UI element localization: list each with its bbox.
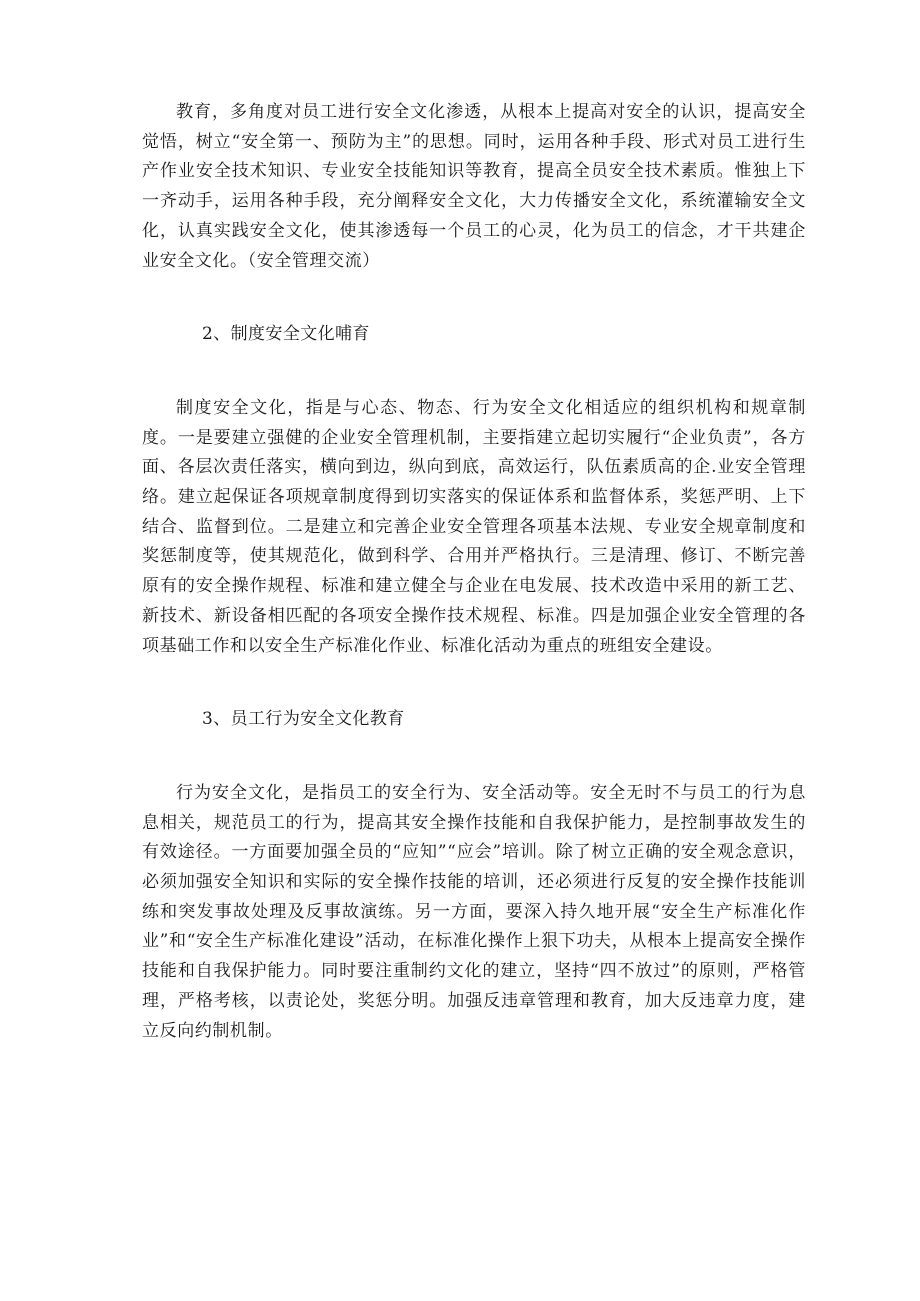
section-2-heading: 2、制度安全文化哺育 bbox=[202, 324, 370, 345]
section-3-heading: 3、员工行为安全文化教育 bbox=[202, 709, 405, 730]
spacer bbox=[142, 661, 806, 705]
document-page bbox=[142, 98, 806, 1046]
spacer bbox=[142, 276, 806, 320]
intro-paragraph: 教育，多角度对员工进行安全文化渗透，从根本上提高对安全的认识，提高安全觉悟，树立“安全第一、预防为主”的思想。同时，运用各种手段、形式对员工进行生产作业安全技术知识、专业安全技能知识等教育，提高全员安全技术素质。惟独上下一齐动手，运用各种手段，充分阐释安全文化，大力传播安全文化，系统灌输安全文化，认真实践安全文化，使其渗透每一个员工的心灵，化为员工的信念，才干共建企业安全文化。（安全管理交流） bbox=[142, 102, 806, 271]
section-2-paragraph: 制度安全文化，指是与心态、物态、行为安全文化相适应的组织机构和规章制度。一是要建立强健的企业安全管理机制，主要指建立起切实履行“企业负责”，各方面、各层次责任落实，横向到边，纵向到底，高效运行，队伍素质高的企.业安全管理络。建立起保证各项规章制度得到切实落实的保证体系和监督体系，奖惩严明、上下结合、监督到位。二是建立和完善企业安全管理各项基本法规、专业安全规章制度和奖惩制度等，使其规范化，做到科学、合用并严格执行。三是清理、修订、不断完善原有的安全操作规程、标准和建立健全与企业在电发展、技术改造中采用的新工艺、新技术、新设备相匹配的各项安全操作技术规程、标准。四是加强企业安全管理的各项基础工作和以安全生产标准化作业、标准化活动为重点的班组安全建设。 bbox=[142, 397, 806, 656]
spacer bbox=[142, 350, 806, 394]
section-3-paragraph: 行为安全文化，是指员工的安全行为、安全活动等。安全无时不与员工的行为息息相关，规范员工的行为，提高其安全操作技能和自我保护能力，是控制事故发生的有效途径。一方面要加强全员的“应知”“应会”培训。除了树立正确的安全观念意识，必须加强安全知识和实际的安全操作技能的培训，还必须进行反复的安全操作技能训练和突发事故处理及反事故演练。另一方面，要深入持久地开展“安全生产标准化作业”和“安全生产标准化建设”活动，在标准化操作上狠下功夫，从根本上提高安全操作技能和自我保护能力。同时要注重制约文化的建立，坚持“四不放过”的原则，严格管理，严格考核，以责论处，奖惩分明。加强反违章管理和教育，加大反违章力度，建立反向约制机制。 bbox=[142, 782, 806, 1041]
spacer bbox=[142, 735, 806, 779]
